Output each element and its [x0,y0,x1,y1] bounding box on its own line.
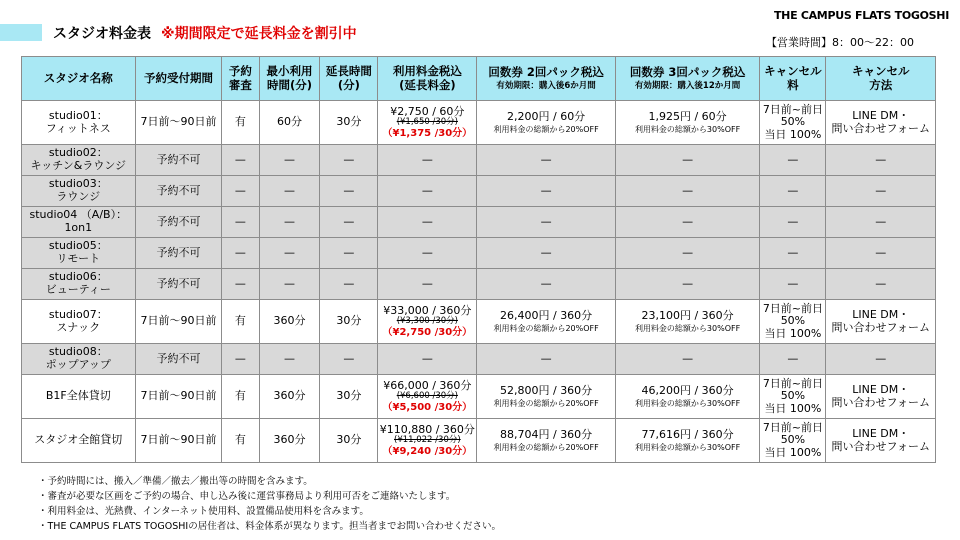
header-ticket-3-sub: 有効期限：購入後12か月間 [634,80,741,91]
cell-ticket-3 [615,375,760,419]
table-row-studio08 [22,344,936,375]
cell-dash: — [826,269,936,300]
ticket-2-price: 2,200円 / 60分 [507,109,586,123]
header-ticket-3-label: 回数券 3回パック税込 [629,64,746,79]
cell-dash: — [222,238,259,269]
table-row-studio04 [22,207,936,238]
table-row-all-building [22,419,936,463]
cell-dash: — [378,269,477,300]
cell-price [378,419,477,463]
cell-dash: — [760,344,826,375]
header-ticket-2-sub: 有効期限：購入後6か月間 [496,80,596,91]
cell-cancel-fee: 7日前~前日50% 当日 100% [760,101,826,145]
cell-dash: — [378,344,477,375]
cell-dash: — [320,207,378,238]
table-row-studio05 [22,238,936,269]
cell-dash: — [477,145,615,176]
cell-dash: — [222,176,259,207]
cell-review: 有 [222,300,259,344]
price-main: ¥2,750 / 60分 [390,104,465,118]
cell-dash: — [826,176,936,207]
cell-dash: — [477,176,615,207]
price-ext: （¥2,750 /30分） [382,326,473,338]
cell-price [378,375,477,419]
cell-min: 360分 [259,300,320,344]
cell-period: 予約不可 [135,269,222,300]
cell-studio: studio02： キッチン&ラウンジ [22,145,136,176]
ticket-3-price: 1,925円 / 60分 [648,109,727,123]
ticket-2-note: 利用料金の総額から20%OFF [493,399,599,409]
ticket-2-note: 利用料金の総額から20%OFF [493,125,599,135]
ticket-3-price: 77,616円 / 360分 [641,427,734,441]
cell-dash: — [259,207,320,238]
ticket-3-note: 利用料金の総額から30%OFF [634,125,741,135]
price-old: (¥3,300 /30分) [396,316,458,327]
table-row-studio01 [22,101,936,145]
footnotes [38,474,501,534]
cell-cancel-method: LINE DM・ 問い合わせフォーム [826,101,936,145]
cell-min: 360分 [259,375,320,419]
ticket-3-note: 利用料金の総額から30%OFF [634,324,741,334]
cell-dash: — [760,269,826,300]
price-old: (¥6,600 /30分) [396,391,458,402]
cell-dash: — [477,207,615,238]
cell-dash: — [477,238,615,269]
cell-dash: — [826,344,936,375]
footnote-item: ・審査が必要な区画をご予約の場合、申し込み後に運営事務局より利用可否をご連絡いたします。 [38,491,456,502]
title-text: スタジオ料金表 [53,26,151,42]
cell-cancel-fee: 7日前~前日50% 当日 100% [760,300,826,344]
ticket-3-price: 23,100円 / 360分 [641,308,734,322]
cell-ext: 30分 [320,375,378,419]
cell-dash: — [378,238,477,269]
cell-review: 有 [222,419,259,463]
header-cancel-method: キャンセル 方法 [826,57,936,101]
cell-period: 7日前～90日前 [135,101,222,145]
cell-dash: — [259,238,320,269]
cell-ticket-2 [477,300,615,344]
header-accent-bar [0,24,42,41]
cell-min: 60分 [259,101,320,145]
cell-min: 360分 [259,419,320,463]
header-ext-time: 延長時間 (分) [320,57,378,101]
cell-dash: — [378,207,477,238]
cell-period: 予約不可 [135,145,222,176]
cell-studio: studio05： リモート [22,238,136,269]
cell-ext: 30分 [320,101,378,145]
cell-dash: — [259,344,320,375]
cell-ticket-3 [615,300,760,344]
page-title [53,23,357,43]
cell-dash: — [615,238,760,269]
table-header-row [22,57,936,101]
cell-dash: — [222,207,259,238]
ticket-2-note: 利用料金の総額から20%OFF [493,324,599,334]
cell-period: 予約不可 [135,344,222,375]
cell-ticket-2 [477,419,615,463]
cell-review: 有 [222,101,259,145]
price-old: (¥11,022 /30分) [394,435,461,446]
price-main: ¥33,000 / 360分 [383,303,472,317]
cell-studio: studio08： ポップアップ [22,344,136,375]
cell-dash: — [826,145,936,176]
footnote-item: ・THE CAMPUS FLATS TOGOSHIの居住者は、料金体系が異なります。担当者までお問い合わせください。 [38,521,501,532]
ticket-2-price: 52,800円 / 360分 [500,383,593,397]
cell-dash: — [615,207,760,238]
cell-dash: — [222,269,259,300]
cell-dash: — [760,145,826,176]
cell-dash: — [320,269,378,300]
cell-period: 7日前～90日前 [135,375,222,419]
cell-period: 7日前～90日前 [135,419,222,463]
cell-studio: スタジオ全館貸切 [22,419,136,463]
ticket-3-note: 利用料金の総額から30%OFF [634,399,741,409]
cell-dash: — [259,176,320,207]
business-hours: 【営業時間】8：00～22：00 [766,36,914,49]
table-row-b1f [22,375,936,419]
cell-price [378,101,477,145]
cell-dash: — [320,176,378,207]
cell-review: 有 [222,375,259,419]
brand-logo-text: THE CAMPUS FLATS TOGOSHI [773,9,949,22]
cell-dash: — [477,269,615,300]
footnote-item: ・利用料金は、光熱費、インターネット使用料、設置備品使用料を含みます。 [38,506,369,517]
cell-period: 予約不可 [135,207,222,238]
cell-studio: studio06： ビューティー [22,269,136,300]
cell-ticket-3 [615,101,760,145]
cell-period: 7日前～90日前 [135,300,222,344]
cell-studio: studio07： スナック [22,300,136,344]
cell-dash: — [222,344,259,375]
header-studio: スタジオ名称 [22,57,136,101]
price-old: (¥1,650 /30分) [396,117,458,128]
ticket-2-price: 88,704円 / 360分 [500,427,593,441]
cell-period: 予約不可 [135,176,222,207]
price-main: ¥110,880 / 360分 [379,422,475,436]
cell-dash: — [615,344,760,375]
price-ext: （¥9,240 /30分） [382,445,473,457]
cell-dash: — [615,269,760,300]
cell-cancel-method: LINE DM・ 問い合わせフォーム [826,300,936,344]
cell-dash: — [826,207,936,238]
table-row-studio02 [22,145,936,176]
footnote-item: ・予約時間には、搬入／準備／撤去／搬出等の時間を含みます。 [38,476,313,487]
price-ext: （¥1,375 /30分） [382,127,473,139]
cell-cancel-fee: 7日前~前日50% 当日 100% [760,375,826,419]
cell-dash: — [615,176,760,207]
price-table [21,56,936,463]
ticket-3-note: 利用料金の総額から30%OFF [634,443,741,453]
table-row-studio03 [22,176,936,207]
ticket-3-price: 46,200円 / 360分 [641,383,734,397]
cell-dash: — [259,269,320,300]
cell-ticket-2 [477,375,615,419]
cell-cancel-method: LINE DM・ 問い合わせフォーム [826,419,936,463]
header-ticket-2 [477,57,615,101]
header-period: 予約受付期間 [135,57,222,101]
cell-studio: studio04 （A/B）： 1on1 [22,207,136,238]
cell-dash: — [320,238,378,269]
cell-dash: — [320,145,378,176]
ticket-2-price: 26,400円 / 360分 [500,308,593,322]
cell-dash: — [222,145,259,176]
price-ext: （¥5,500 /30分） [382,401,473,413]
price-main: ¥66,000 / 360分 [383,378,472,392]
cell-ticket-2 [477,101,615,145]
cell-studio: B1F全体貸切 [22,375,136,419]
cell-dash: — [259,145,320,176]
cell-studio: studio01： フィットネス [22,101,136,145]
header-review: 予約 審査 [222,57,259,101]
cell-dash: — [760,207,826,238]
header-cancel-fee: キャンセル料 [760,57,826,101]
table-row-studio06 [22,269,936,300]
cell-studio: studio03： ラウンジ [22,176,136,207]
header-price: 利用料金税込 (延長料金) [378,57,477,101]
cell-ticket-3 [615,419,760,463]
cell-dash: — [320,344,378,375]
cell-dash: — [378,145,477,176]
cell-dash: — [477,344,615,375]
cell-ext: 30分 [320,300,378,344]
cell-dash: — [378,176,477,207]
cell-price [378,300,477,344]
header-ticket-3 [615,57,760,101]
cell-cancel-method: LINE DM・ 問い合わせフォーム [826,375,936,419]
table-row-studio07 [22,300,936,344]
cell-dash: — [826,238,936,269]
header-min-time: 最小利用 時間(分) [259,57,320,101]
cell-ext: 30分 [320,419,378,463]
header-ticket-2-label: 回数券 2回パック税込 [488,64,604,79]
ticket-2-note: 利用料金の総額から20%OFF [493,443,599,453]
cell-dash: — [615,145,760,176]
cell-dash: — [760,238,826,269]
cell-period: 予約不可 [135,238,222,269]
promo-text: ※期間限定で延長料金を割引中 [161,26,357,42]
cell-cancel-fee: 7日前~前日50% 当日 100% [760,419,826,463]
cell-dash: — [760,176,826,207]
